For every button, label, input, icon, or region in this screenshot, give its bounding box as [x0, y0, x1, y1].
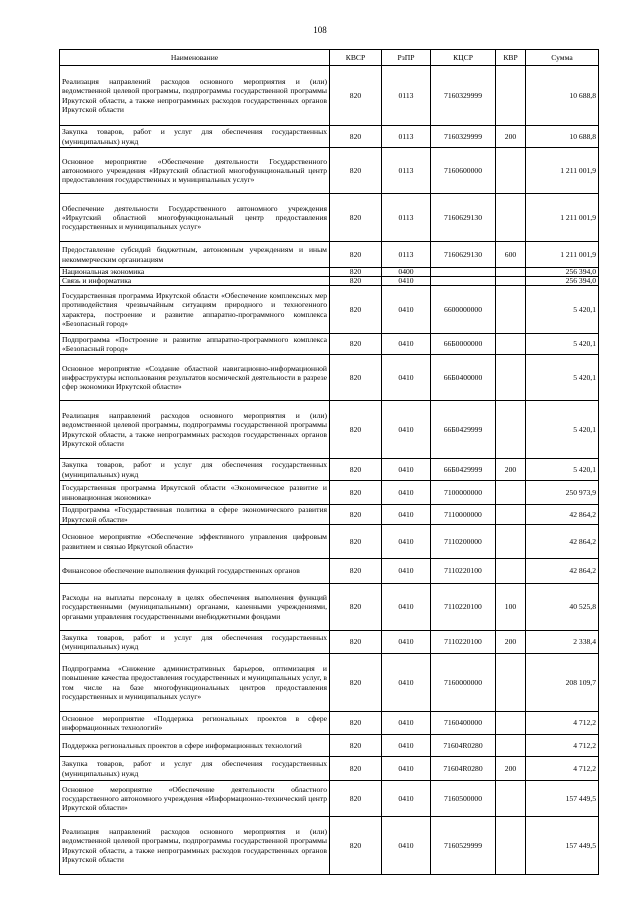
row-sum: 5 420,1: [526, 286, 599, 334]
row-sum: 157 449,5: [526, 781, 599, 817]
row-sum: 42 864,2: [526, 505, 599, 525]
row-name: Национальная экономика: [60, 268, 330, 277]
row-sum: 256 394,0: [526, 277, 599, 286]
row-kcsr: 6600000000: [431, 286, 496, 334]
row-name: Реализация направлений расходов основного мероприятия и (или) ведомственной целевой программы, подпрограммы государственной программы Иркутской области, а также непрограммных расходов государственных органов Иркутской области: [60, 66, 330, 126]
row-name: Финансовое обеспечение выполнения функций государственных органов: [60, 559, 330, 584]
table-row: [60, 126, 599, 148]
row-sum: 5 420,1: [526, 459, 599, 481]
row-name: Основное мероприятие «Обеспечение деятельности областного государственного автономного учреждения «Информационно-технический центр Иркутской области»: [60, 781, 330, 817]
row-kcsr: 7110200000: [431, 525, 496, 559]
row-name: Закупка товаров, работ и услуг для обеспечения государственных (муниципальных) нужд: [60, 459, 330, 481]
table-row: [60, 286, 599, 334]
row-kcsr: [431, 277, 496, 286]
row-kvsr: 820: [330, 817, 382, 875]
row-rzpr: 0410: [382, 401, 431, 459]
row-name: Закупка товаров, работ и услуг для обеспечения государственных (муниципальных) нужд: [60, 757, 330, 781]
table-row: [60, 277, 599, 286]
row-kvsr: 820: [330, 401, 382, 459]
row-rzpr: 0410: [382, 735, 431, 757]
row-kvsr: 820: [330, 66, 382, 126]
row-sum: 5 420,1: [526, 334, 599, 355]
header-name: Наименование: [60, 50, 330, 66]
table-row: [60, 781, 599, 817]
row-rzpr: 0113: [382, 126, 431, 148]
row-kcsr: 66Б0000000: [431, 334, 496, 355]
row-kvsr: 820: [330, 654, 382, 712]
row-kcsr: 7160629130: [431, 194, 496, 242]
row-kcsr: 7110000000: [431, 505, 496, 525]
row-sum: 5 420,1: [526, 401, 599, 459]
row-kcsr: 66Б0429999: [431, 459, 496, 481]
row-rzpr: 0410: [382, 459, 431, 481]
row-kvsr: 820: [330, 712, 382, 735]
row-name: Подпрограмма «Государственная политика в сфере экономического развития Иркутской области»: [60, 505, 330, 525]
row-kcsr: 7100000000: [431, 481, 496, 505]
row-kvsr: 820: [330, 631, 382, 654]
row-rzpr: 0410: [382, 525, 431, 559]
row-name: Обеспечение деятельности Государственного автономного учреждения «Иркутский областной многофункциональный центр предоставления государственных и муниципальных услуг»: [60, 194, 330, 242]
row-kvr: 100: [496, 584, 526, 631]
row-name: Государственная программа Иркутской области «Экономическое развитие и инновационная экономика»: [60, 481, 330, 505]
row-kvr: [496, 148, 526, 194]
row-rzpr: 0410: [382, 481, 431, 505]
row-kvsr: 820: [330, 481, 382, 505]
row-kcsr: [431, 268, 496, 277]
table-row: [60, 817, 599, 875]
row-kvsr: 820: [330, 459, 382, 481]
row-kvr: 200: [496, 757, 526, 781]
table-row: [60, 584, 599, 631]
table-row: [60, 66, 599, 126]
row-name: Основное мероприятие «Поддержка региональных проектов в сфере информационных технологий»: [60, 712, 330, 735]
row-kcsr: 7160329999: [431, 126, 496, 148]
row-kvsr: 820: [330, 559, 382, 584]
row-name: Закупка товаров, работ и услуг для обеспечения государственных (муниципальных) нужд: [60, 126, 330, 148]
row-kcsr: 66Б0429999: [431, 401, 496, 459]
row-kvsr: 820: [330, 584, 382, 631]
row-kvr: [496, 286, 526, 334]
row-sum: 256 394,0: [526, 268, 599, 277]
row-sum: 1 211 001,9: [526, 242, 599, 268]
row-kcsr: 7160329999: [431, 66, 496, 126]
row-rzpr: 0410: [382, 286, 431, 334]
row-name: Государственная программа Иркутской области «Обеспечение комплексных мер противодействия чрезвычайным ситуациям природного и техногенного характера, построение и развитие аппаратно-программного комплекса «Безопасный город»: [60, 286, 330, 334]
header-kcsr: КЦСР: [431, 50, 496, 66]
table-row: [60, 242, 599, 268]
table-row: [60, 505, 599, 525]
row-kvr: [496, 334, 526, 355]
row-sum: 250 973,9: [526, 481, 599, 505]
table-row: [60, 355, 599, 401]
row-kvr: [496, 355, 526, 401]
row-rzpr: 0410: [382, 355, 431, 401]
row-name: Основное мероприятие «Создание областной навигационно-информационной инфраструктуры использования результатов космической деятельности в разрезе сфер экономики Иркутской области»: [60, 355, 330, 401]
row-kvr: [496, 505, 526, 525]
row-name: Реализация направлений расходов основного мероприятия и (или) ведомственной целевой программы, подпрограммы государственной программы Иркутской области, а также непрограммных расходов государственных органов Иркутской области: [60, 817, 330, 875]
row-kcsr: 7110220100: [431, 559, 496, 584]
row-kcsr: 71604R0280: [431, 735, 496, 757]
row-rzpr: 0113: [382, 148, 431, 194]
row-name: Основное мероприятие «Обеспечение эффективного управления цифровым развитием и связью Иркутской области»: [60, 525, 330, 559]
row-kvr: [496, 481, 526, 505]
table-row: [60, 481, 599, 505]
row-name: Подпрограмма «Снижение административных барьеров, оптимизация и повышение качества предоставления государственных и муниципальных услуг, в том числе на базе многофункциональных центров предоставления государственных и муниципальных услуг»: [60, 654, 330, 712]
row-rzpr: 0113: [382, 66, 431, 126]
row-rzpr: 0410: [382, 505, 431, 525]
row-rzpr: 0410: [382, 654, 431, 712]
row-kvr: [496, 194, 526, 242]
row-rzpr: 0410: [382, 277, 431, 286]
row-sum: 42 864,2: [526, 559, 599, 584]
row-kvr: 600: [496, 242, 526, 268]
row-kvsr: 820: [330, 781, 382, 817]
row-kvr: 200: [496, 126, 526, 148]
row-kvsr: 820: [330, 355, 382, 401]
row-sum: 10 688,8: [526, 66, 599, 126]
page-number: 108: [313, 25, 327, 35]
row-name: Закупка товаров, работ и услуг для обеспечения государственных (муниципальных) нужд: [60, 631, 330, 654]
table-header-row: [60, 50, 599, 66]
row-name: Поддержка региональных проектов в сфере информационных технологий: [60, 735, 330, 757]
table-row: [60, 334, 599, 355]
row-rzpr: 0410: [382, 334, 431, 355]
header-kvsr: КВСР: [330, 50, 382, 66]
row-rzpr: 0113: [382, 194, 431, 242]
table-row: [60, 194, 599, 242]
table-row: [60, 268, 599, 277]
row-sum: 10 688,8: [526, 126, 599, 148]
row-kvsr: 820: [330, 525, 382, 559]
row-rzpr: 0410: [382, 631, 431, 654]
table-row: [60, 757, 599, 781]
row-kvr: [496, 66, 526, 126]
row-kvr: [496, 817, 526, 875]
row-kvsr: 820: [330, 505, 382, 525]
row-rzpr: 0410: [382, 757, 431, 781]
row-kvr: [496, 401, 526, 459]
budget-table: [59, 49, 599, 875]
row-name: Основное мероприятие «Обеспечение деятельности Государственного автономного учреждения «Иркутский областной многофункциональный центр предоставления государственных и муниципальных услуг»: [60, 148, 330, 194]
row-sum: 40 525,8: [526, 584, 599, 631]
row-kcsr: 7160629130: [431, 242, 496, 268]
row-sum: 208 109,7: [526, 654, 599, 712]
row-name: Связь и информатика: [60, 277, 330, 286]
table-body: [60, 66, 599, 875]
row-kcsr: 7160500000: [431, 781, 496, 817]
row-kvsr: 820: [330, 268, 382, 277]
row-kcsr: 7110220100: [431, 584, 496, 631]
row-kvr: [496, 268, 526, 277]
row-kcsr: 7160400000: [431, 712, 496, 735]
row-kcsr: 71604R0280: [431, 757, 496, 781]
row-kvsr: 820: [330, 242, 382, 268]
row-kvsr: 820: [330, 286, 382, 334]
row-sum: 1 211 001,9: [526, 148, 599, 194]
row-sum: 157 449,5: [526, 817, 599, 875]
row-sum: 42 864,2: [526, 525, 599, 559]
row-kvsr: 820: [330, 757, 382, 781]
row-kcsr: 7110220100: [431, 631, 496, 654]
row-rzpr: 0410: [382, 559, 431, 584]
row-kcsr: 7160600000: [431, 148, 496, 194]
row-kvr: 200: [496, 631, 526, 654]
header-kvr: КВР: [496, 50, 526, 66]
row-sum: 1 211 001,9: [526, 194, 599, 242]
table-row: [60, 559, 599, 584]
table-row: [60, 631, 599, 654]
table-row: [60, 654, 599, 712]
header-sum: Сумма: [526, 50, 599, 66]
row-kvr: [496, 735, 526, 757]
row-kcsr: 66Б0400000: [431, 355, 496, 401]
row-kvr: [496, 525, 526, 559]
row-kvr: 200: [496, 459, 526, 481]
row-kvsr: 820: [330, 194, 382, 242]
row-kvsr: 820: [330, 148, 382, 194]
row-rzpr: 0410: [382, 584, 431, 631]
row-name: Подпрограмма «Построение и развитие аппаратно-программного комплекса «Безопасный город»: [60, 334, 330, 355]
row-sum: 4 712,2: [526, 712, 599, 735]
row-rzpr: 0113: [382, 242, 431, 268]
table-row: [60, 525, 599, 559]
row-kvr: [496, 559, 526, 584]
row-sum: 2 338,4: [526, 631, 599, 654]
row-rzpr: 0410: [382, 817, 431, 875]
row-name: Предоставление субсидий бюджетным, автономным учреждениям и иным некоммерческим организациям: [60, 242, 330, 268]
row-kvsr: 820: [330, 735, 382, 757]
row-rzpr: 0410: [382, 712, 431, 735]
row-kvsr: 820: [330, 126, 382, 148]
row-kvr: [496, 712, 526, 735]
row-sum: 5 420,1: [526, 355, 599, 401]
row-sum: 4 712,2: [526, 757, 599, 781]
table-row: [60, 735, 599, 757]
row-kvsr: 820: [330, 334, 382, 355]
row-kvr: [496, 277, 526, 286]
row-name: Расходы на выплаты персоналу в целях обеспечения выполнения функций государственными (муниципальными) органами, казенными учреждениями, органами управления государственными внебюджетными фондами: [60, 584, 330, 631]
row-kvsr: 820: [330, 277, 382, 286]
row-kvr: [496, 654, 526, 712]
row-kcsr: 7160529999: [431, 817, 496, 875]
row-name: Реализация направлений расходов основного мероприятия и (или) ведомственной целевой программы, подпрограммы государственной программы Иркутской области, а также непрограммных расходов государственных органов Иркутской области: [60, 401, 330, 459]
row-rzpr: 0400: [382, 268, 431, 277]
header-rzpr: РзПР: [382, 50, 431, 66]
table-row: [60, 459, 599, 481]
row-rzpr: 0410: [382, 781, 431, 817]
table-row: [60, 148, 599, 194]
table-row: [60, 401, 599, 459]
row-kcsr: 7160000000: [431, 654, 496, 712]
row-kvr: [496, 781, 526, 817]
row-sum: 4 712,2: [526, 735, 599, 757]
table-row: [60, 712, 599, 735]
